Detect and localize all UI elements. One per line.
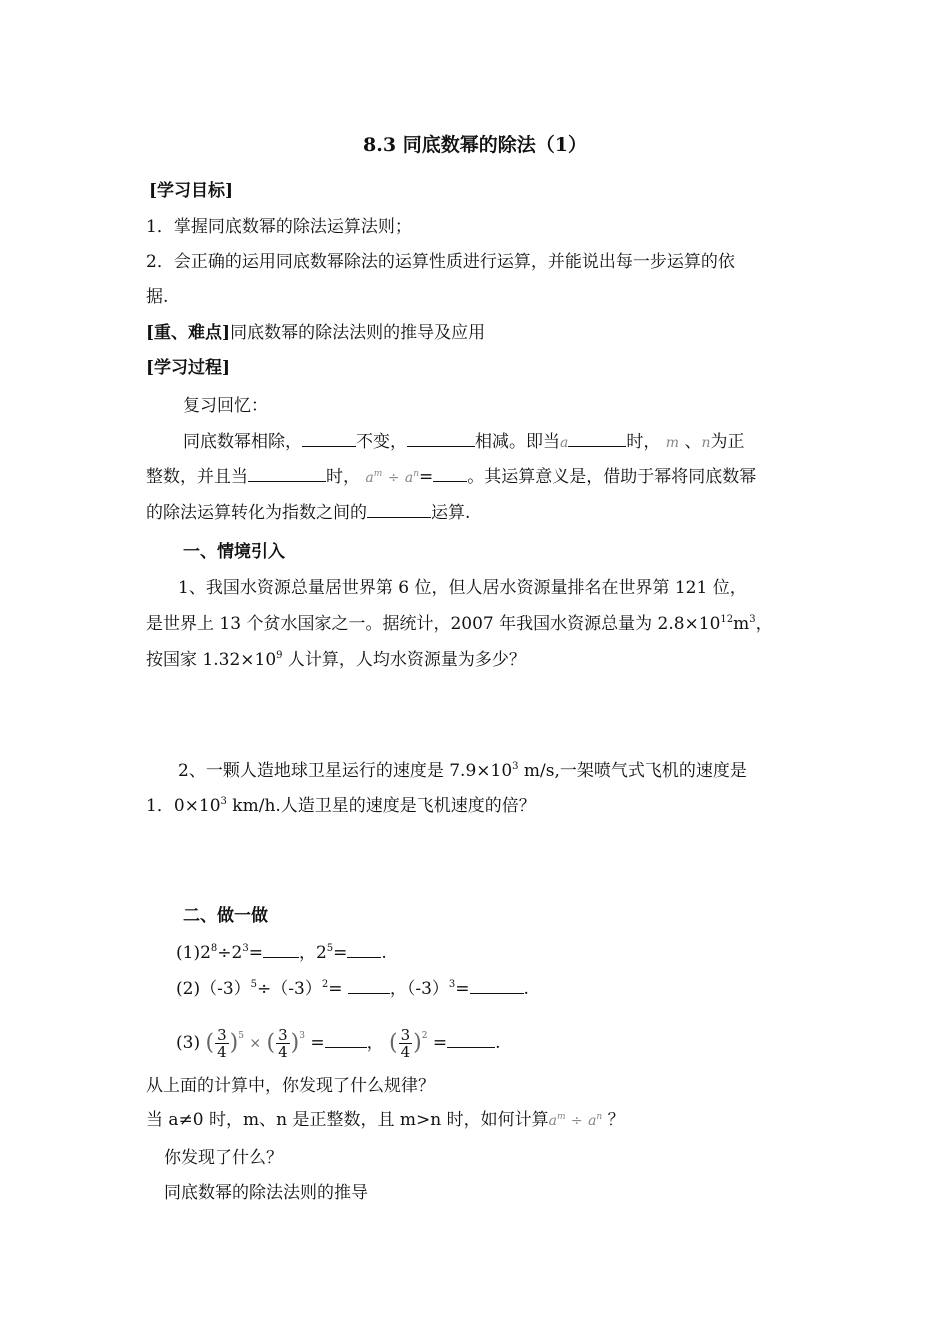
- objective-item-1: 1．掌握同底数幂的除法运算法则；: [146, 217, 412, 237]
- var-a: a: [588, 1113, 597, 1129]
- exercise-text: ，: [366, 1033, 384, 1053]
- review-text: 时，: [326, 467, 360, 487]
- exponent: 5: [238, 1031, 244, 1041]
- section2-heading: 二、做一做: [183, 906, 268, 926]
- right-paren: ): [229, 1030, 239, 1056]
- answer-blank[interactable]: [348, 977, 390, 994]
- left-paren: (: [389, 1030, 398, 1056]
- exercise-text: ÷（-3）: [257, 979, 322, 999]
- exercise-text: ，2: [298, 943, 327, 963]
- exponent: 3: [220, 796, 227, 807]
- problem-2-line-1: [178, 760, 747, 782]
- problem-text: 人计算，人均水资源量为多少？: [282, 650, 526, 670]
- exercise-text: (3): [176, 1033, 206, 1053]
- review-line-1: [183, 430, 744, 454]
- var-a: a: [560, 435, 569, 451]
- problem-text: ，: [755, 614, 773, 634]
- exercise-text: (2)（-3）: [176, 979, 251, 999]
- expr-base-a: a: [365, 470, 374, 486]
- discovery-text: 当 a≠0 时，m、n 是正整数，且 m>n 时，如何计算: [146, 1110, 549, 1130]
- focus-text: 同底数幂的除法法则的推导及应用: [230, 323, 486, 343]
- review-line-2: [146, 465, 756, 489]
- objectives-heading: [学习目标]: [149, 181, 234, 201]
- fill-blank-base[interactable]: [302, 430, 356, 447]
- review-text: 时，: [626, 432, 661, 452]
- expr-base-a2: a: [404, 470, 414, 486]
- answer-blank[interactable]: [347, 941, 381, 958]
- exercise-text: =: [328, 979, 348, 999]
- fill-blank-exponent[interactable]: [407, 430, 475, 447]
- right-paren: ): [290, 1030, 300, 1056]
- var-m: m: [556, 1112, 566, 1122]
- exercise-text: =: [310, 1033, 325, 1053]
- discovery-text: ？: [607, 1110, 625, 1130]
- answer-blank[interactable]: [470, 977, 524, 994]
- review-text: 不变，: [356, 432, 407, 452]
- var-n: n: [701, 435, 711, 451]
- expr-divide: ÷: [387, 470, 400, 486]
- exercise-text: .: [381, 943, 387, 963]
- var-a: a: [548, 1113, 557, 1129]
- exercise-text: (1)2: [176, 943, 211, 963]
- fill-blank-condition-a[interactable]: [568, 430, 626, 447]
- fraction: $\frac{3}{4}$: [400, 1026, 411, 1061]
- exponent: 3: [448, 979, 456, 990]
- exponent: 3: [299, 1031, 305, 1041]
- review-text: 的除法运算转化为指数之间的: [146, 503, 367, 523]
- exercise-text: =: [333, 943, 348, 963]
- review-text: 同底数幂相除，: [183, 432, 302, 452]
- problem-text: 按国家 1.32×10: [146, 650, 277, 670]
- fraction: $\frac{3}{4}$: [217, 1026, 227, 1061]
- var-n: n: [596, 1112, 603, 1122]
- expr-exp-n: n: [413, 469, 420, 479]
- fill-blank-result[interactable]: [433, 465, 467, 482]
- problem-text: km/h.人造卫星的速度是飞机速度的倍？: [226, 796, 536, 816]
- problem-text: 是世界上 13 个贫水国家之一。据统计，2007 年我国水资源总量为 2.8×10: [146, 614, 721, 634]
- problem-1-line-3: [146, 649, 526, 671]
- exercise-text: =: [432, 1033, 448, 1053]
- exponent: 3: [242, 943, 249, 954]
- exercise-text: .: [495, 1033, 501, 1053]
- left-paren: (: [266, 1030, 276, 1056]
- answer-blank[interactable]: [447, 1031, 495, 1048]
- exercise-1: [176, 941, 387, 964]
- discovery-line-4: 同底数幂的除法法则的推导: [164, 1183, 368, 1203]
- exponent: 5: [326, 943, 334, 954]
- fill-blank-condition-mn[interactable]: [248, 465, 326, 482]
- review-line-3: [146, 501, 470, 524]
- review-text: 为正: [710, 432, 745, 452]
- exponent: 2: [321, 979, 329, 990]
- left-paren: (: [205, 1030, 215, 1056]
- answer-blank[interactable]: [263, 941, 299, 958]
- answer-blank[interactable]: [325, 1031, 367, 1048]
- fraction: $\frac{3}{4}$: [278, 1026, 288, 1061]
- focus-line: [146, 322, 485, 344]
- objective-item-2: 2．会正确的运用同底数幂除法的运算性质进行运算，并能说出每一步运算的依: [146, 252, 735, 272]
- review-text: 、: [684, 432, 702, 452]
- exercise-text: ，（-3）: [389, 979, 449, 999]
- page-title: 8.3 同底数幂的除法（1）: [363, 134, 587, 156]
- times-sign: ×: [249, 1035, 262, 1052]
- problem-text: m/s,一架喷气式飞机的速度是: [518, 761, 747, 781]
- var-m: m: [665, 435, 680, 451]
- process-heading: [学习过程]: [146, 358, 231, 378]
- exponent: 8: [210, 943, 218, 954]
- exponent: 9: [276, 650, 283, 661]
- exercise-text: .: [523, 979, 529, 999]
- exponent: 5: [250, 979, 258, 990]
- problem-1-line-1: 1、我国水资源总量居世界第 6 位，但人居水资源量排名在世界第 121 位，: [178, 578, 747, 598]
- discovery-line-1: 从上面的计算中，你发现了什么规律？: [146, 1076, 435, 1096]
- section1-heading: 一、情境引入: [183, 542, 285, 562]
- discovery-line-2: [146, 1109, 625, 1132]
- problem-text: 2、一颗人造地球卫星运行的速度是 7.9×10: [178, 761, 513, 781]
- exponent: 2: [421, 1031, 428, 1041]
- fill-blank-operation[interactable]: [367, 501, 431, 518]
- expr-exp-m: m: [373, 469, 383, 479]
- review-text: 相减。即当: [475, 432, 560, 452]
- problem-1-line-2: [146, 613, 773, 635]
- exponent: 3: [749, 614, 756, 625]
- exponent: 3: [512, 761, 519, 772]
- problem-text: 1．0×10: [146, 796, 221, 816]
- problem-text: m: [733, 614, 750, 634]
- review-label: 复习回忆：: [183, 396, 268, 416]
- exercise-2: [176, 977, 529, 1000]
- exercise-text: ÷2: [217, 943, 243, 963]
- exercise-text: =: [248, 943, 263, 963]
- expr-equals: =: [419, 467, 434, 487]
- divide-sign: ÷: [570, 1113, 583, 1129]
- focus-heading: [重、难点]: [146, 323, 231, 343]
- discovery-line-3: 你发现了什么？: [164, 1148, 283, 1168]
- review-text: 整数，并且当: [146, 467, 248, 487]
- exercise-text: =: [455, 979, 470, 999]
- review-text: 运算.: [431, 503, 471, 523]
- exponent: 12: [720, 614, 734, 625]
- exercise-3: [176, 1013, 501, 1059]
- right-paren: ): [413, 1030, 422, 1056]
- objective-item-2-cont: 据.: [146, 287, 169, 307]
- problem-2-line-2: [146, 795, 536, 817]
- review-text: 。其运算意义是，借助于幂将同底数幂: [467, 467, 757, 487]
